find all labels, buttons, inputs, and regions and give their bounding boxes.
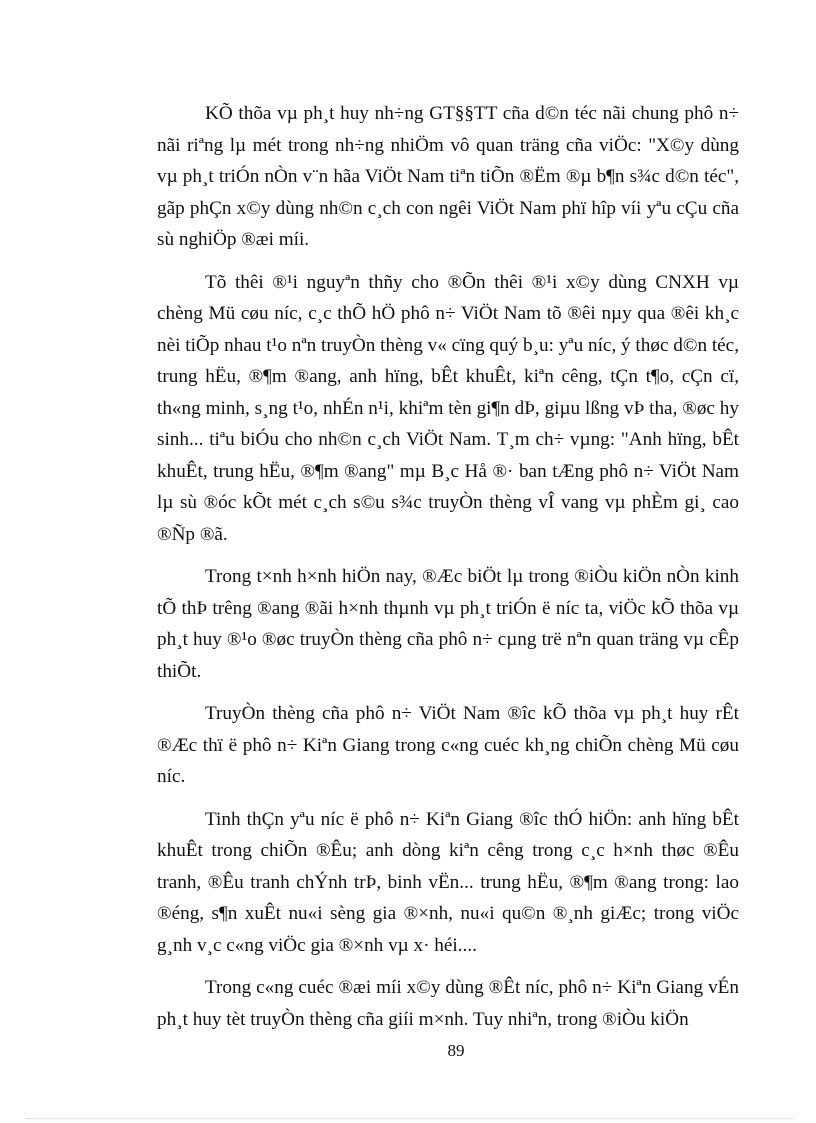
paragraph-6: Trong c«ng cuéc ®æi míi x©y dùng ®Êt níc, phô n÷ Kiªn Giang vÉn ph¸t huy tèt truyÒn thèng cña giíi m×nh. Tuy nhiªn, trong ®iÒu kiÖn xyxy=(157,977,739,1030)
paragraph-4: TruyÒn thèng cña phô n÷ ViÖt Nam ®îc kÕ thõa vµ ph¸t huy rÊt ®Æc thï ë phô n÷ Kiªn Giang trong c«ng cuéc kh¸ng chiÕn chèng Mü cøu níc. xyxy=(157,703,739,787)
paragraph-5: Tinh thÇn yªu níc ë phô n÷ Kiªn Giang ®îc thÓ hiÖn: anh hïng bÊt khuÊt trong chiÕn ®Êu; anh dòng kiªn cêng trong c¸c h×nh thøc ®Êu tranh, ®Êu tranh chÝnh trÞ, binh vËn... trung hËu, ®¶m ®ang trong: lao ®éng, s¶n xuÊt nu«i sèng gia ®×nh, nu«i qu©n ®¸nh giÆc; trong viÖc g¸nh v¸c c«ng viÖc gia ®×nh vµ x· héi.... xyxy=(157,808,739,956)
paragraph-3: Trong t×nh h×nh hiÖn nay, ®Æc biÖt lµ trong ®iÒu kiÖn nÒn kinh tÕ thÞ trêng ®ang ®ãi h×nh thµnh vµ ph¸t triÓn ë níc ta, viÖc kÕ thõa vµ ph¸t huy ®¹o ®øc truyÒn thèng cña phô n÷ cµng trë nªn quan träng vµ cÊp thiÕt. xyxy=(157,566,739,682)
page-bottom-divider xyxy=(26,1118,794,1119)
paragraph-2: Tõ thêi ®¹i nguyªn thñy cho ®Õn thêi ®¹i x©y dùng CNXH vµ chèng Mü cøu níc, c¸c thÕ hÖ phô n÷ ViÖt Nam tõ ®êi nµy qua ®êi kh¸c nèi tiÕp nhau t¹o nªn truyÒn thèng v« cïng quý b¸u: yªu níc, ý thøc d©n téc, trung hËu, ®¶m ®ang, anh hïng, bÊt khuÊt, kiªn cêng, tÇn t¶o, cÇn cï, th«ng minh, s¸ng t¹o, nhÉn n¹i, khiªm tèn gi¶n dÞ, giµu lßng vÞ tha, ®øc hy sinh... tiªu biÓu cho nh©n c¸ch ViÖt Nam. T¸m ch÷ vµng: "Anh hïng, bÊt khuÊt, trung hËu, ®¶m ®ang" mµ B¸c Hå ®· ban tÆng phô n÷ ViÖt Nam lµ sù ®óc kÕt mét c¸ch s©u s¾c truyÒn thèng vÎ vang vµ phÈm gi¸ cao ®Ñp ®ã. xyxy=(157,271,739,545)
body-text xyxy=(157,98,739,1046)
page-number: 89 xyxy=(447,1041,465,1060)
paragraph-1: KÕ thõa vµ ph¸t huy nh÷ng GT§§TT cña d©n téc nãi chung phô n÷ nãi riªng lµ mét trong nh÷ng nhiÖm vô quan träng cña viÖc: "X©y dùng vµ ph¸t triÓn nÒn v¨n hãa ViÖt Nam tiªn tiÕn ®Ëm ®µ b¶n s¾c d©n téc", gãp phÇn x©y dùng nh©n c¸ch con ngêi ViÖt Nam phï hîp víi yªu cÇu cña sù nghiÖp ®æi míi. xyxy=(157,103,739,250)
